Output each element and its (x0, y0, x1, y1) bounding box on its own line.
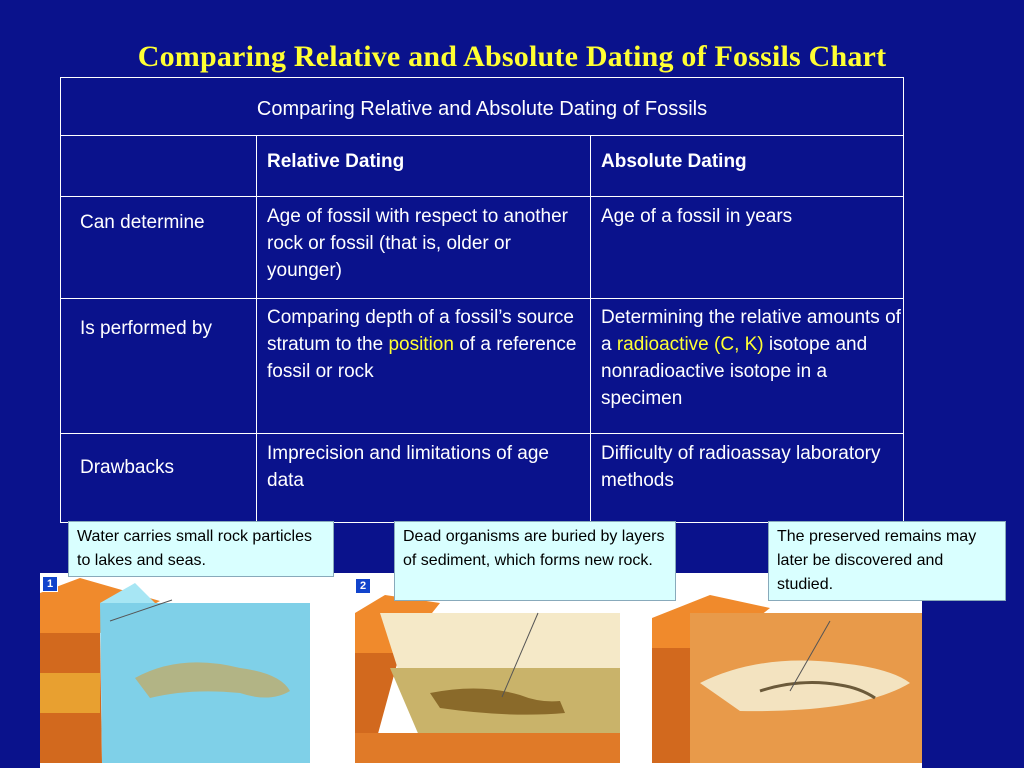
relative-text-end: of a reference fossil or rock (267, 334, 577, 382)
header-empty (61, 136, 256, 196)
absolute-cell: Difficulty of radioassay laboratory methods (590, 434, 904, 522)
fossilization-illustration (40, 573, 922, 768)
caption-discovery: The preserved remains may later be discovered and studied. (768, 521, 1006, 601)
row-label: Drawbacks (80, 457, 174, 478)
panel-1-water-scene (40, 578, 310, 763)
panel-3-discovery-scene (652, 595, 922, 763)
table-row (61, 299, 903, 434)
caption-burial: Dead organisms are buried by layers of sediment, which forms new rock. (394, 521, 676, 601)
slide-title: Comparing Relative and Absolute Dating of Fossils Chart (137, 40, 887, 73)
relative-cell: Age of fossil with respect to another rock or fossil (that is, older or younger) (256, 197, 590, 298)
caption-water: Water carries small rock particles to lakes and seas. (68, 521, 334, 577)
highlight-position: position (388, 334, 454, 355)
table-header-row (61, 136, 903, 197)
absolute-text: Determining the relative amounts of a (601, 307, 901, 355)
panel-number-2: 2 (355, 578, 371, 594)
table-row (61, 197, 903, 299)
table-caption-row (61, 78, 903, 136)
comparison-table (60, 77, 904, 523)
row-label: Is performed by (80, 318, 212, 339)
table-row (61, 434, 903, 522)
header-absolute: Absolute Dating (590, 136, 904, 196)
table-caption: Comparing Relative and Absolute Dating of Fossils (256, 98, 708, 120)
panel-number-1: 1 (42, 576, 58, 592)
header-relative: Relative Dating (256, 136, 590, 196)
relative-cell (256, 299, 590, 433)
absolute-cell: Age of a fossil in years (590, 197, 904, 298)
relative-text: Comparing depth of a fossil’s source stratum to the (267, 307, 574, 355)
absolute-cell (590, 299, 904, 433)
absolute-text-end: isotope and nonradioactive isotope in a specimen (601, 334, 868, 409)
panel-2-burial-scene (355, 595, 620, 763)
row-label: Can determine (80, 212, 205, 233)
relative-cell: Imprecision and limitations of age data (256, 434, 590, 522)
highlight-radioactive: radioactive (C, K) (616, 334, 764, 355)
